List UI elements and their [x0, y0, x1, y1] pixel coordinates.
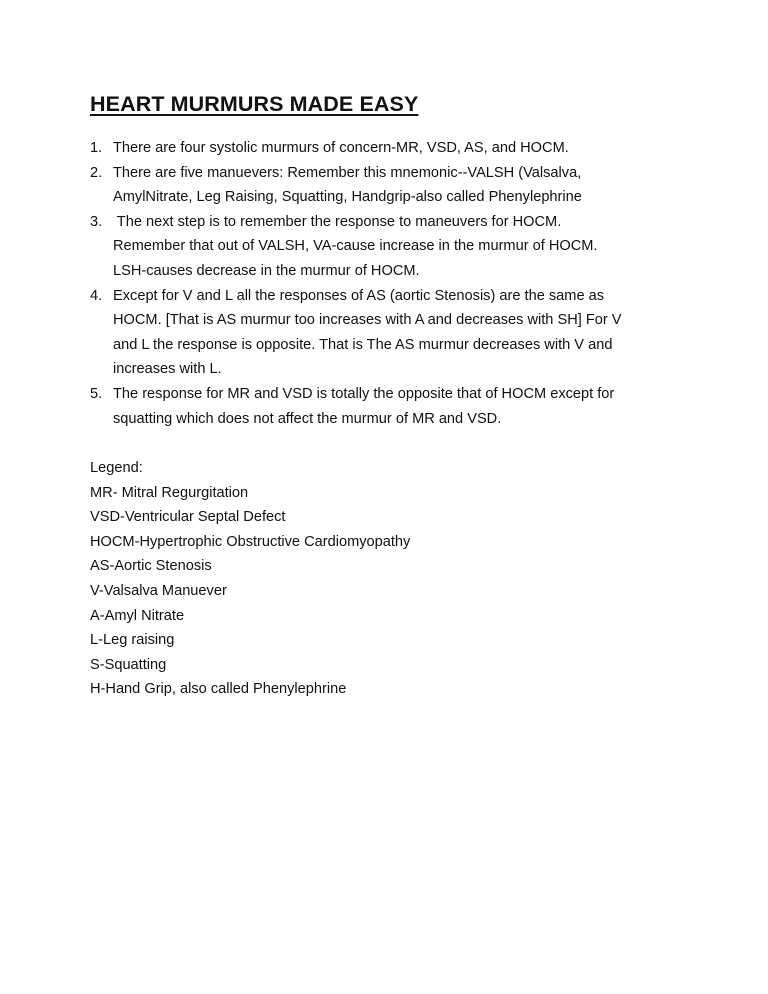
list-item-number: 3.: [90, 213, 103, 230]
list-item-text: LSH-causes decrease in the murmur of HOCM.: [113, 262, 420, 279]
legend-entry: HOCM-Hypertrophic Obstructive Cardiomyopathy: [90, 533, 411, 550]
list-item: [90, 284, 690, 382]
legend-entry: AS-Aortic Stenosis: [90, 558, 212, 575]
list-item-text: The next step is to remember the response to maneuvers for HOCM.: [113, 213, 562, 230]
legend-entry: S-Squatting: [90, 656, 167, 673]
page-title: HEART MURMURS MADE EASY: [90, 92, 419, 116]
list-item-number: 4.: [90, 287, 103, 304]
list-item: [90, 210, 690, 284]
legend-entry: V-Valsalva Manuever: [90, 582, 227, 599]
legend: [90, 456, 410, 702]
legend-entry: H-Hand Grip, also called Phenylephrine: [90, 681, 347, 698]
list-item-text: Remember that out of VALSH, VA-cause increase in the murmur of HOCM.: [113, 238, 598, 255]
list-item-text: squatting which does not affect the murmur of MR and VSD.: [113, 410, 502, 427]
list-item-number: 5.: [90, 385, 103, 402]
list-item-text: There are four systolic murmurs of concern-MR, VSD, AS, and HOCM.: [113, 140, 569, 156]
legend-entry: VSD-Ventricular Septal Defect: [90, 509, 286, 526]
list-item-number: 1.: [90, 140, 103, 156]
list-item-text: There are five manuevers: Remember this mnemonic--VALSH (Valsalva,: [113, 164, 582, 181]
list-item-text: HOCM. [That is AS murmur too increases with A and decreases with SH] For V: [113, 312, 622, 329]
legend-entry: L-Leg raising: [90, 632, 175, 649]
list-item-text: The response for MR and VSD is totally the opposite that of HOCM except for: [113, 385, 615, 402]
list-item-text: and L the response is opposite. That is The AS murmur decreases with V and: [113, 336, 613, 353]
list-item: [90, 136, 690, 161]
list-item: [90, 161, 690, 210]
list-item-text: increases with L.: [113, 361, 222, 378]
list-item-text: Except for V and L all the responses of AS (aortic Stenosis) are the same as: [113, 287, 605, 304]
list-item-text: AmylNitrate, Leg Raising, Squatting, Handgrip-also called Phenylephrine: [113, 189, 582, 206]
list-item: [90, 382, 690, 431]
list-item-number: 2.: [90, 164, 103, 181]
legend-entry: A-Amyl Nitrate: [90, 607, 185, 624]
numbered-list: [90, 136, 690, 431]
legend-heading: Legend:: [90, 460, 143, 476]
legend-entry: MR- Mitral Regurgitation: [90, 484, 249, 501]
